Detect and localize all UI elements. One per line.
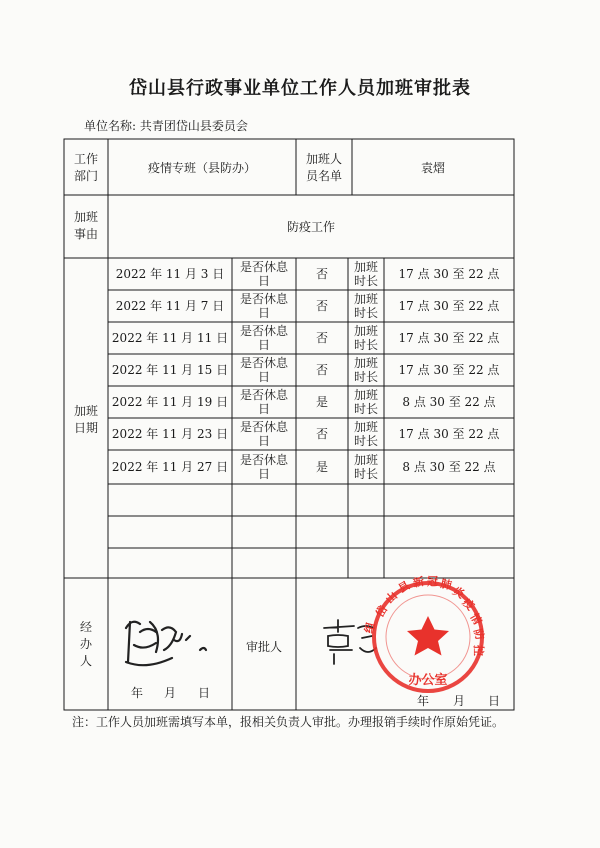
row-duration: 17 点 30 至 22 点 xyxy=(398,363,500,377)
handler-date-day: 日 xyxy=(197,686,211,700)
date-row-4 xyxy=(112,355,501,384)
svg-text:疫: 疫 xyxy=(459,595,477,613)
seal-office-text: 办公室 xyxy=(408,673,448,688)
svg-text:县: 县 xyxy=(396,578,413,596)
row-date: 2022 年 11 月 27 日 xyxy=(111,460,229,474)
dur-label-line1: 加班 xyxy=(353,356,379,370)
rest-label-line2: 日 xyxy=(257,306,271,320)
unit-name-value: 共青团岱山县委员会 xyxy=(139,119,248,133)
reason-label-line2: 事由 xyxy=(73,227,99,241)
approver-label: 审批人 xyxy=(245,640,283,654)
seal-star xyxy=(407,616,449,656)
dept-label-line1: 工作 xyxy=(73,152,99,166)
rest-label-line2: 日 xyxy=(257,338,271,352)
dur-label-line1: 加班 xyxy=(353,388,379,402)
dept-label-line2: 部门 xyxy=(73,169,99,183)
date-row-1 xyxy=(116,259,501,288)
staff-value: 袁熠 xyxy=(420,161,446,175)
row-duration: 8 点 30 至 22 点 xyxy=(402,395,496,409)
row-rest: 否 xyxy=(315,331,329,345)
staff-label-line1: 加班人 xyxy=(305,152,343,166)
svg-text:肺: 肺 xyxy=(439,577,453,593)
handler-label-1: 经 xyxy=(79,620,93,634)
reason-label-line1: 加班 xyxy=(73,210,99,224)
rest-label-line1: 是否休息 xyxy=(239,356,289,370)
approver-date-day: 日 xyxy=(487,694,501,708)
svg-text:防: 防 xyxy=(471,627,487,642)
footnote: 注：工作人员加班需填写本单，报相关负责人审批。办理报销手续时作原始凭证。 xyxy=(72,715,505,729)
date-row-6 xyxy=(112,419,501,448)
form-title: 岱山县行政事业单位工作人员加班审批表 xyxy=(129,78,471,99)
date-row-2 xyxy=(116,291,501,320)
dur-label-line2: 时长 xyxy=(353,467,379,481)
row-rest: 否 xyxy=(315,363,329,377)
approver-date-month: 月 xyxy=(452,694,466,708)
row-date: 2022 年 11 月 3 日 xyxy=(115,267,225,281)
approver-date-year: 年 xyxy=(416,694,430,708)
row-date: 2022 年 11 月 7 日 xyxy=(115,299,225,313)
dur-label-line2: 时长 xyxy=(353,434,379,448)
date-row-5 xyxy=(112,387,497,416)
svg-text:控: 控 xyxy=(472,645,485,656)
dur-label-line2: 时长 xyxy=(353,370,379,384)
dates-label-line2: 日期 xyxy=(73,421,99,435)
dur-label-line1: 加班 xyxy=(353,420,379,434)
rest-label-line1: 是否休息 xyxy=(239,388,289,402)
svg-text:山: 山 xyxy=(382,589,400,607)
dur-label-line1: 加班 xyxy=(353,453,379,467)
unit-name-label: 单位名称: xyxy=(84,119,137,133)
row-rest: 否 xyxy=(315,427,329,441)
rest-label-line1: 是否休息 xyxy=(239,260,289,274)
row-duration: 8 点 30 至 22 点 xyxy=(402,460,496,474)
date-row-3 xyxy=(112,323,501,352)
dur-label-line1: 加班 xyxy=(353,324,379,338)
rest-label-line1: 是否休息 xyxy=(239,420,289,434)
dur-label-line1: 加班 xyxy=(353,292,379,306)
dur-label-line2: 时长 xyxy=(353,402,379,416)
dept-value: 疫情专班（县防办） xyxy=(147,161,257,175)
reason-value: 防疫工作 xyxy=(286,220,336,234)
rest-label-line2: 日 xyxy=(257,274,271,288)
row-date: 2022 年 11 月 15 日 xyxy=(111,363,229,377)
svg-text:情: 情 xyxy=(467,611,485,628)
row-duration: 17 点 30 至 22 点 xyxy=(398,299,500,313)
rest-label-line1: 是否休息 xyxy=(239,324,289,338)
rest-label-line2: 日 xyxy=(257,467,271,481)
rest-label-line2: 日 xyxy=(257,434,271,448)
dur-label-line2: 时长 xyxy=(353,306,379,320)
svg-text:岱: 岱 xyxy=(373,603,391,620)
dur-label-line2: 时长 xyxy=(353,338,379,352)
handler-label-2: 办 xyxy=(79,637,93,651)
svg-text:新: 新 xyxy=(411,574,426,590)
handler-date-year: 年 xyxy=(130,686,144,700)
row-duration: 17 点 30 至 22 点 xyxy=(398,331,500,345)
handler-label-3: 人 xyxy=(79,654,93,668)
row-date: 2022 年 11 月 11 日 xyxy=(111,331,229,345)
row-duration: 17 点 30 至 22 点 xyxy=(398,267,500,281)
rest-label-line1: 是否休息 xyxy=(239,453,289,467)
official-seal xyxy=(361,574,487,691)
row-rest: 是 xyxy=(315,460,329,474)
svg-text:炎: 炎 xyxy=(450,584,467,602)
handler-date-month: 月 xyxy=(163,686,177,700)
handler-signature xyxy=(126,622,206,665)
rest-label-line2: 日 xyxy=(257,370,271,384)
rest-label-line2: 日 xyxy=(257,402,271,416)
dur-label-line1: 加班 xyxy=(353,260,379,274)
row-date: 2022 年 11 月 23 日 xyxy=(111,427,229,441)
row-duration: 17 点 30 至 22 点 xyxy=(398,427,500,441)
date-row-7 xyxy=(112,452,497,481)
row-rest: 是 xyxy=(315,395,329,409)
row-rest: 否 xyxy=(315,267,329,281)
dur-label-line2: 时长 xyxy=(353,274,379,288)
staff-label-line2: 员名单 xyxy=(305,169,343,183)
svg-text:冠: 冠 xyxy=(427,575,438,588)
row-rest: 否 xyxy=(315,299,329,313)
row-date: 2022 年 11 月 19 日 xyxy=(111,395,229,409)
rest-label-line1: 是否休息 xyxy=(239,292,289,306)
dates-label-line1: 加班 xyxy=(73,404,99,418)
svg-text:组: 组 xyxy=(362,620,378,635)
